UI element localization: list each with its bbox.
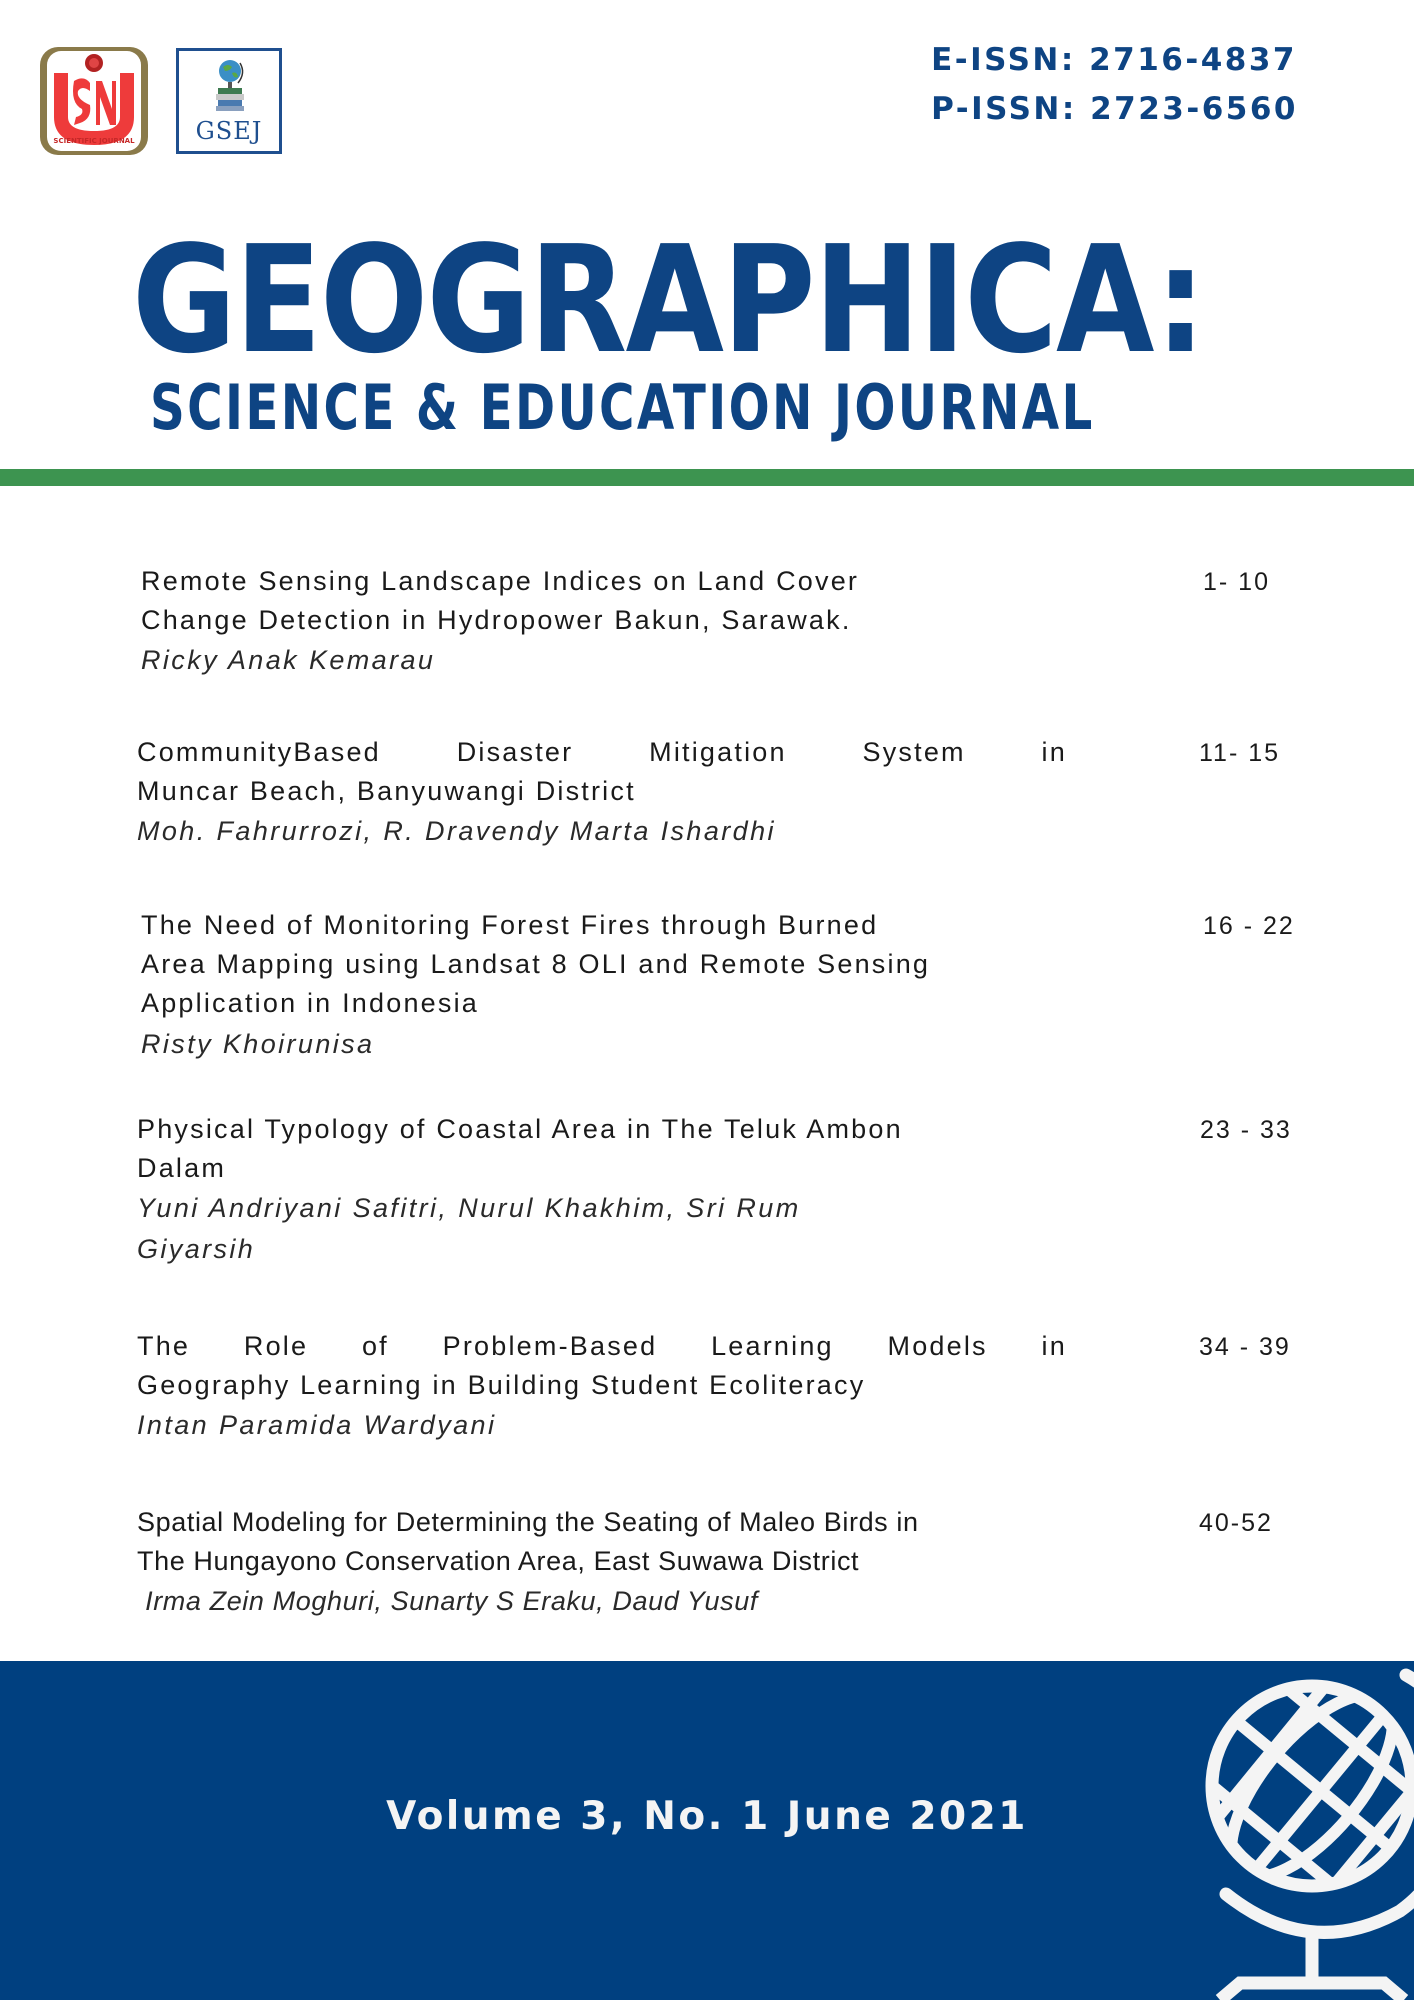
usn-logo-icon (40, 47, 148, 155)
article-title[interactable]: The Role of Problem-Based Learning Models in Geography Learning in Building Student Ecoliteracy (137, 1331, 1067, 1400)
volume-issue-date: Volume 3, No. 1 June 2021 (386, 1794, 1028, 1839)
green-divider (0, 469, 1414, 486)
article-authors: Ricky Anak Kemarau (141, 645, 436, 675)
article-title[interactable]: CommunityBased Disaster Mitigation System in Muncar Beach, Banyuwangi District (137, 737, 1067, 806)
globe-icon (1170, 1661, 1414, 2000)
article-authors: Risty Khoirunisa (141, 1029, 375, 1059)
issn-block (931, 36, 1298, 134)
article-title[interactable]: Physical Typology of Coastal Area in The Teluk Ambon Dalam (137, 1114, 903, 1183)
page-range: 34 - 39 (1199, 1333, 1291, 1361)
article-title[interactable]: Remote Sensing Landscape Indices on Land Cover Change Detection in Hydropower Bakun, Sarawak. (141, 566, 860, 635)
p-issn: P-ISSN: 2723-6560 (931, 91, 1298, 127)
journal-title: GEOGRAPHICA: (132, 214, 1205, 386)
article-authors: Irma Zein Moghuri, Sunarty S Eraku, Daud Yusuf (137, 1586, 758, 1616)
page-range: 23 - 33 (1200, 1116, 1292, 1144)
journal-subtitle: SCIENCE & EDUCATION JOURNAL (150, 371, 1095, 444)
footer-band (0, 1661, 1414, 2000)
usn-logo-text: SCIENTIFIC JOURNAL (53, 137, 135, 145)
article-title[interactable]: Spatial Modeling for Determining the Seating of Maleo Birds in The Hungayono Conservation Area, East Suwawa District (137, 1507, 919, 1576)
article-authors: Moh. Fahrurrozi, R. Dravendy Marta Ishardhi (137, 816, 776, 846)
article-authors: Yuni Andriyani Safitri, Nurul Khakhim, Sri Rum Giyarsih (137, 1193, 801, 1264)
e-issn: E-ISSN: 2716-4837 (931, 42, 1297, 78)
page-range: 16 - 22 (1203, 912, 1295, 940)
page-range: 1- 10 (1203, 568, 1270, 596)
gsej-logo (176, 48, 282, 154)
article-authors: Intan Paramida Wardyani (137, 1410, 497, 1440)
gsej-logo-text: GSEJ (195, 117, 263, 145)
page-range: 40-52 (1199, 1509, 1273, 1537)
usn-scientific-journal-logo (40, 47, 148, 155)
article-title[interactable]: The Need of Monitoring Forest Fires through Burned Area Mapping using Landsat 8 OLI and Remote Sensing Application in Indonesia (141, 910, 931, 1018)
page-range: 11- 15 (1199, 739, 1281, 767)
globe-books-icon (210, 57, 250, 113)
